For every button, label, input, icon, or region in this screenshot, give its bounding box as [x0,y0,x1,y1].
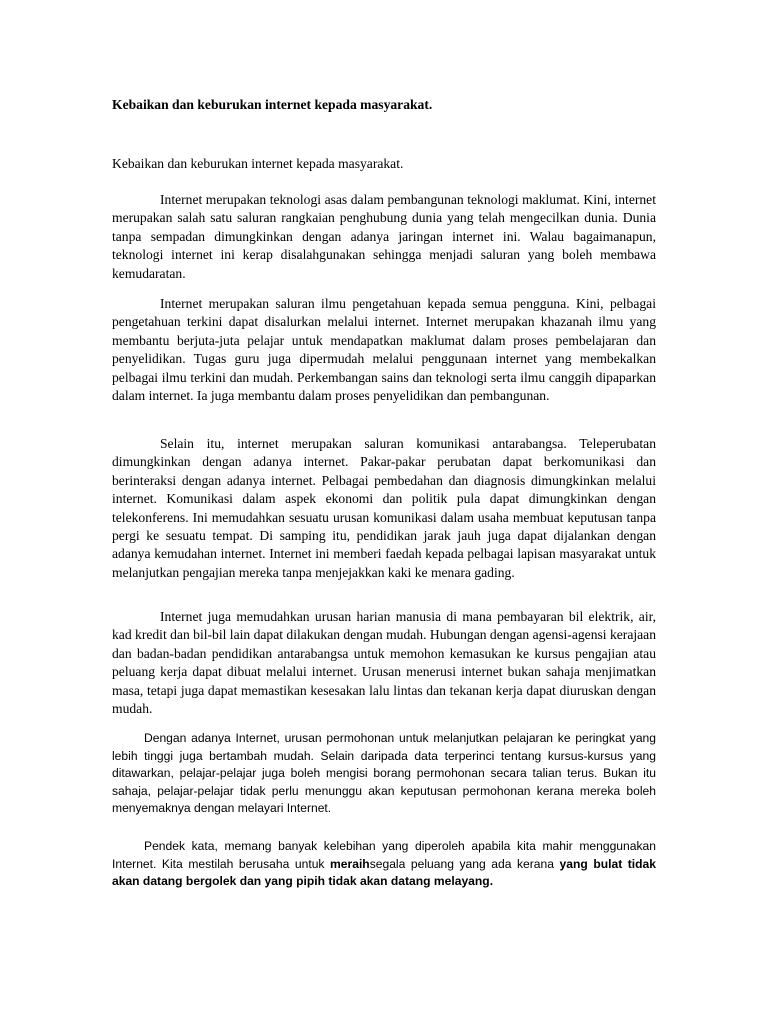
paragraph-1: Internet merupakan teknologi asas dalam pembangunan teknologi maklumat. Kini, internet merupakan salah satu saluran rangkaian penghubung dunia yang telah mengecilkan dunia. Dunia tanpa sempadan dimungkinkan dengan adanya jaringan internet ini. Walau bagaimanapun, teknologi internet ini kerap disalahgunakan sehingga menjadi saluran yang boleh membawa kemudaratan. [112,192,656,281]
paragraph-4: Internet juga memudahkan urusan harian manusia di mana pembayaran bil elektrik, air, kad kredit dan bil-bil lain dapat dilakukan dengan mudah. Hubungan dengan agensi-agensi kerajaan dan badan-badan pendidikan antarabangsa untuk memohon kemasukan ke kursus pengajian atau peluang kerja dapat dibuat melalui internet. Urusan menerusi internet bukan sahaja menjimatkan masa, tetapi juga dapat memastikan kesesakan lalu lintas dan tekanan kerja dapat diuruskan dengan mudah. [112,609,656,717]
conclusion-text-2: segala peluang yang ada kerana [369,856,560,871]
document-subtitle: Kebaikan dan keburukan internet kepada masyarakat. [112,156,404,171]
paragraph-5: Dengan adanya Internet, urusan permohonan untuk melanjutkan pelajaran ke peringkat yang lebih tinggi juga bertambah mudah. Selain daripada data terperinci tentang kursus-kursus yang ditawarkan, pelajar-pelajar juga boleh mengisi borang permohonan secara talian terus. Bukan itu sahaja, pelajar-pelajar tidak perlu menunggu akan keputusan permohonan kerana mereka boleh menyemaknya dengan melayari Internet. [112,731,656,816]
paragraph-2: Internet merupakan saluran ilmu pengetahuan kepada semua pengguna. Kini, pelbagai pengetahuan terkini dapat disalurkan melalui internet. Internet merupakan khazanah ilmu yang membantu berjuta-juta pelajar untuk mendapatkan maklumat dalam proses pembelajaran dan penyelidikan. Tugas guru juga dipermudah melalui penggunaan internet yang membekalkan pelbagai ilmu terkini dan mudah. Perkembangan sains dan teknologi serta ilmu canggih dipaparkan dalam internet. Ia juga membantu dalam proses penyelidikan dan pembangunan. [112,296,656,404]
conclusion-bold-2: yang bulat tidak akan datang bergolek dan yang pipih tidak akan datang melayang. [112,856,656,889]
conclusion-bold-1: meraih [330,856,370,871]
document-page [112,96,656,889]
paragraph-3: Selain itu, internet merupakan saluran komunikasi antarabangsa. Teleperubatan dimungkinkan dengan adanya internet. Pakar-pakar perubatan dapat berkomunikasi dan berinteraksi dengan adanya internet. Pelbagai pembedahan dan diagnosis dimungkinkan melalui internet. Komunikasi dalam aspek ekonomi dan politik pula dapat dimungkinkan dengan telekonferens. Ini memudahkan sesuatu urusan komunikasi dalam usaha membuat keputusan tanpa pergi ke sesuatu tempat. Di samping itu, pendidikan jarak jauh juga dapat dijalankan dengan adanya kemudahan internet. Internet ini memberi faedah kepada pelbagai lapisan masyarakat untuk melanjutkan pengajian mereka tanpa menjejakkan kaki ke menara gading. [112,436,656,580]
conclusion-paragraph [112,838,656,891]
document-heading: Kebaikan dan keburukan internet kepada masyarakat. [112,97,433,112]
conclusion-text-1: Pendek kata, memang banyak kelebihan yang diperoleh apabila kita mahir menggunakan Internet. Kita mestilah berusaha untuk [112,839,656,871]
